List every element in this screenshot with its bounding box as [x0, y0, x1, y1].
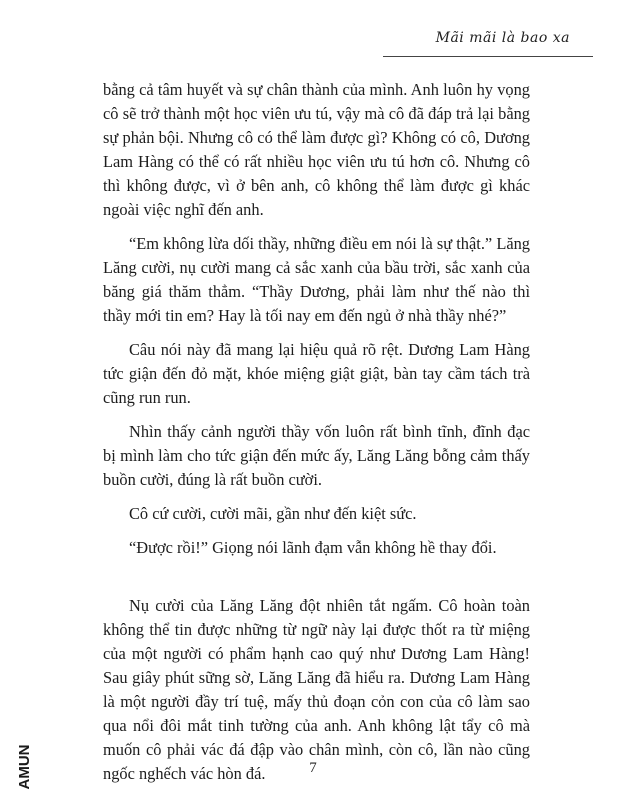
publisher-logo-text: AMUN: [15, 744, 33, 790]
paragraph: Cô cứ cười, cười mãi, gần như đến kiệt sức.: [129, 504, 417, 523]
paragraph: Nụ cười của Lăng Lăng đột nhiên tắt ngấm. Cô hoàn toàn không thể tin được những từ ngữ này lại được thốt ra từ miệng của một người có phẩm hạnh cao quý như Dương Lam Hàng! Sau giây phút sững sờ, Lăng Lăng đã hiểu ra. Dương Lam Hàng là một người đầy trí tuệ, mấy thủ đoạn cỏn con của cô làm sao qua nổi đôi mắt tinh tường của anh. Anh không lật tẩy cô mà muốn cô phải vác đá đập vào chân mình, còn cô, lần nào cũng ngốc nghếch vác hòn đá.: [103, 596, 530, 783]
paragraph: Nhìn thấy cảnh người thầy vốn luôn rất bình tĩnh, đĩnh đạc bị mình làm cho tức giận đến mức ấy, Lăng Lăng bỗng cảm thấy buồn cười, đúng là rất buồn cười.: [103, 422, 530, 489]
publisher-logo-icon: [12, 739, 38, 795]
body-text: [103, 78, 530, 796]
paragraph: Câu nói này đã mang lại hiệu quả rõ rệt. Dương Lam Hàng tức giận đến đỏ mặt, khóe miệng giật giật, bàn tay cầm tách trà cũng run run.: [103, 340, 530, 407]
paragraph: “Em không lừa dối thầy, những điều em nói là sự thật.” Lăng Lăng cười, nụ cười mang cả sắc xanh của bầu trời, sắc xanh của băng giá thăm thẳm. “Thầy Dương, phải làm như thế nào thì thầy mới tin em? Hay là tối nay em đến ngủ ở nhà thầy nhé?”: [103, 234, 530, 325]
paragraph: bằng cả tâm huyết và sự chân thành của mình. Anh luôn hy vọng cô sẽ trở thành một học viên ưu tú, vậy mà cô đã đáp trả lại bằng sự phản bội. Nhưng cô có thể làm được gì? Không có cô, Dương Lam Hàng có thể có rất nhiều học viên ưu tú hơn cô. Nhưng cô thì không được, vì ở bên anh, cô không thể làm được gì khác ngoài việc nghĩ đến anh.: [103, 80, 530, 219]
page-number: 7: [309, 760, 317, 776]
header-rule: [383, 56, 593, 57]
scene-break: [103, 570, 530, 594]
paragraph: “Được rồi!” Giọng nói lãnh đạm vẫn không hề thay đổi.: [129, 538, 497, 557]
running-header-title: Mãi mãi là bao xa: [435, 30, 570, 46]
